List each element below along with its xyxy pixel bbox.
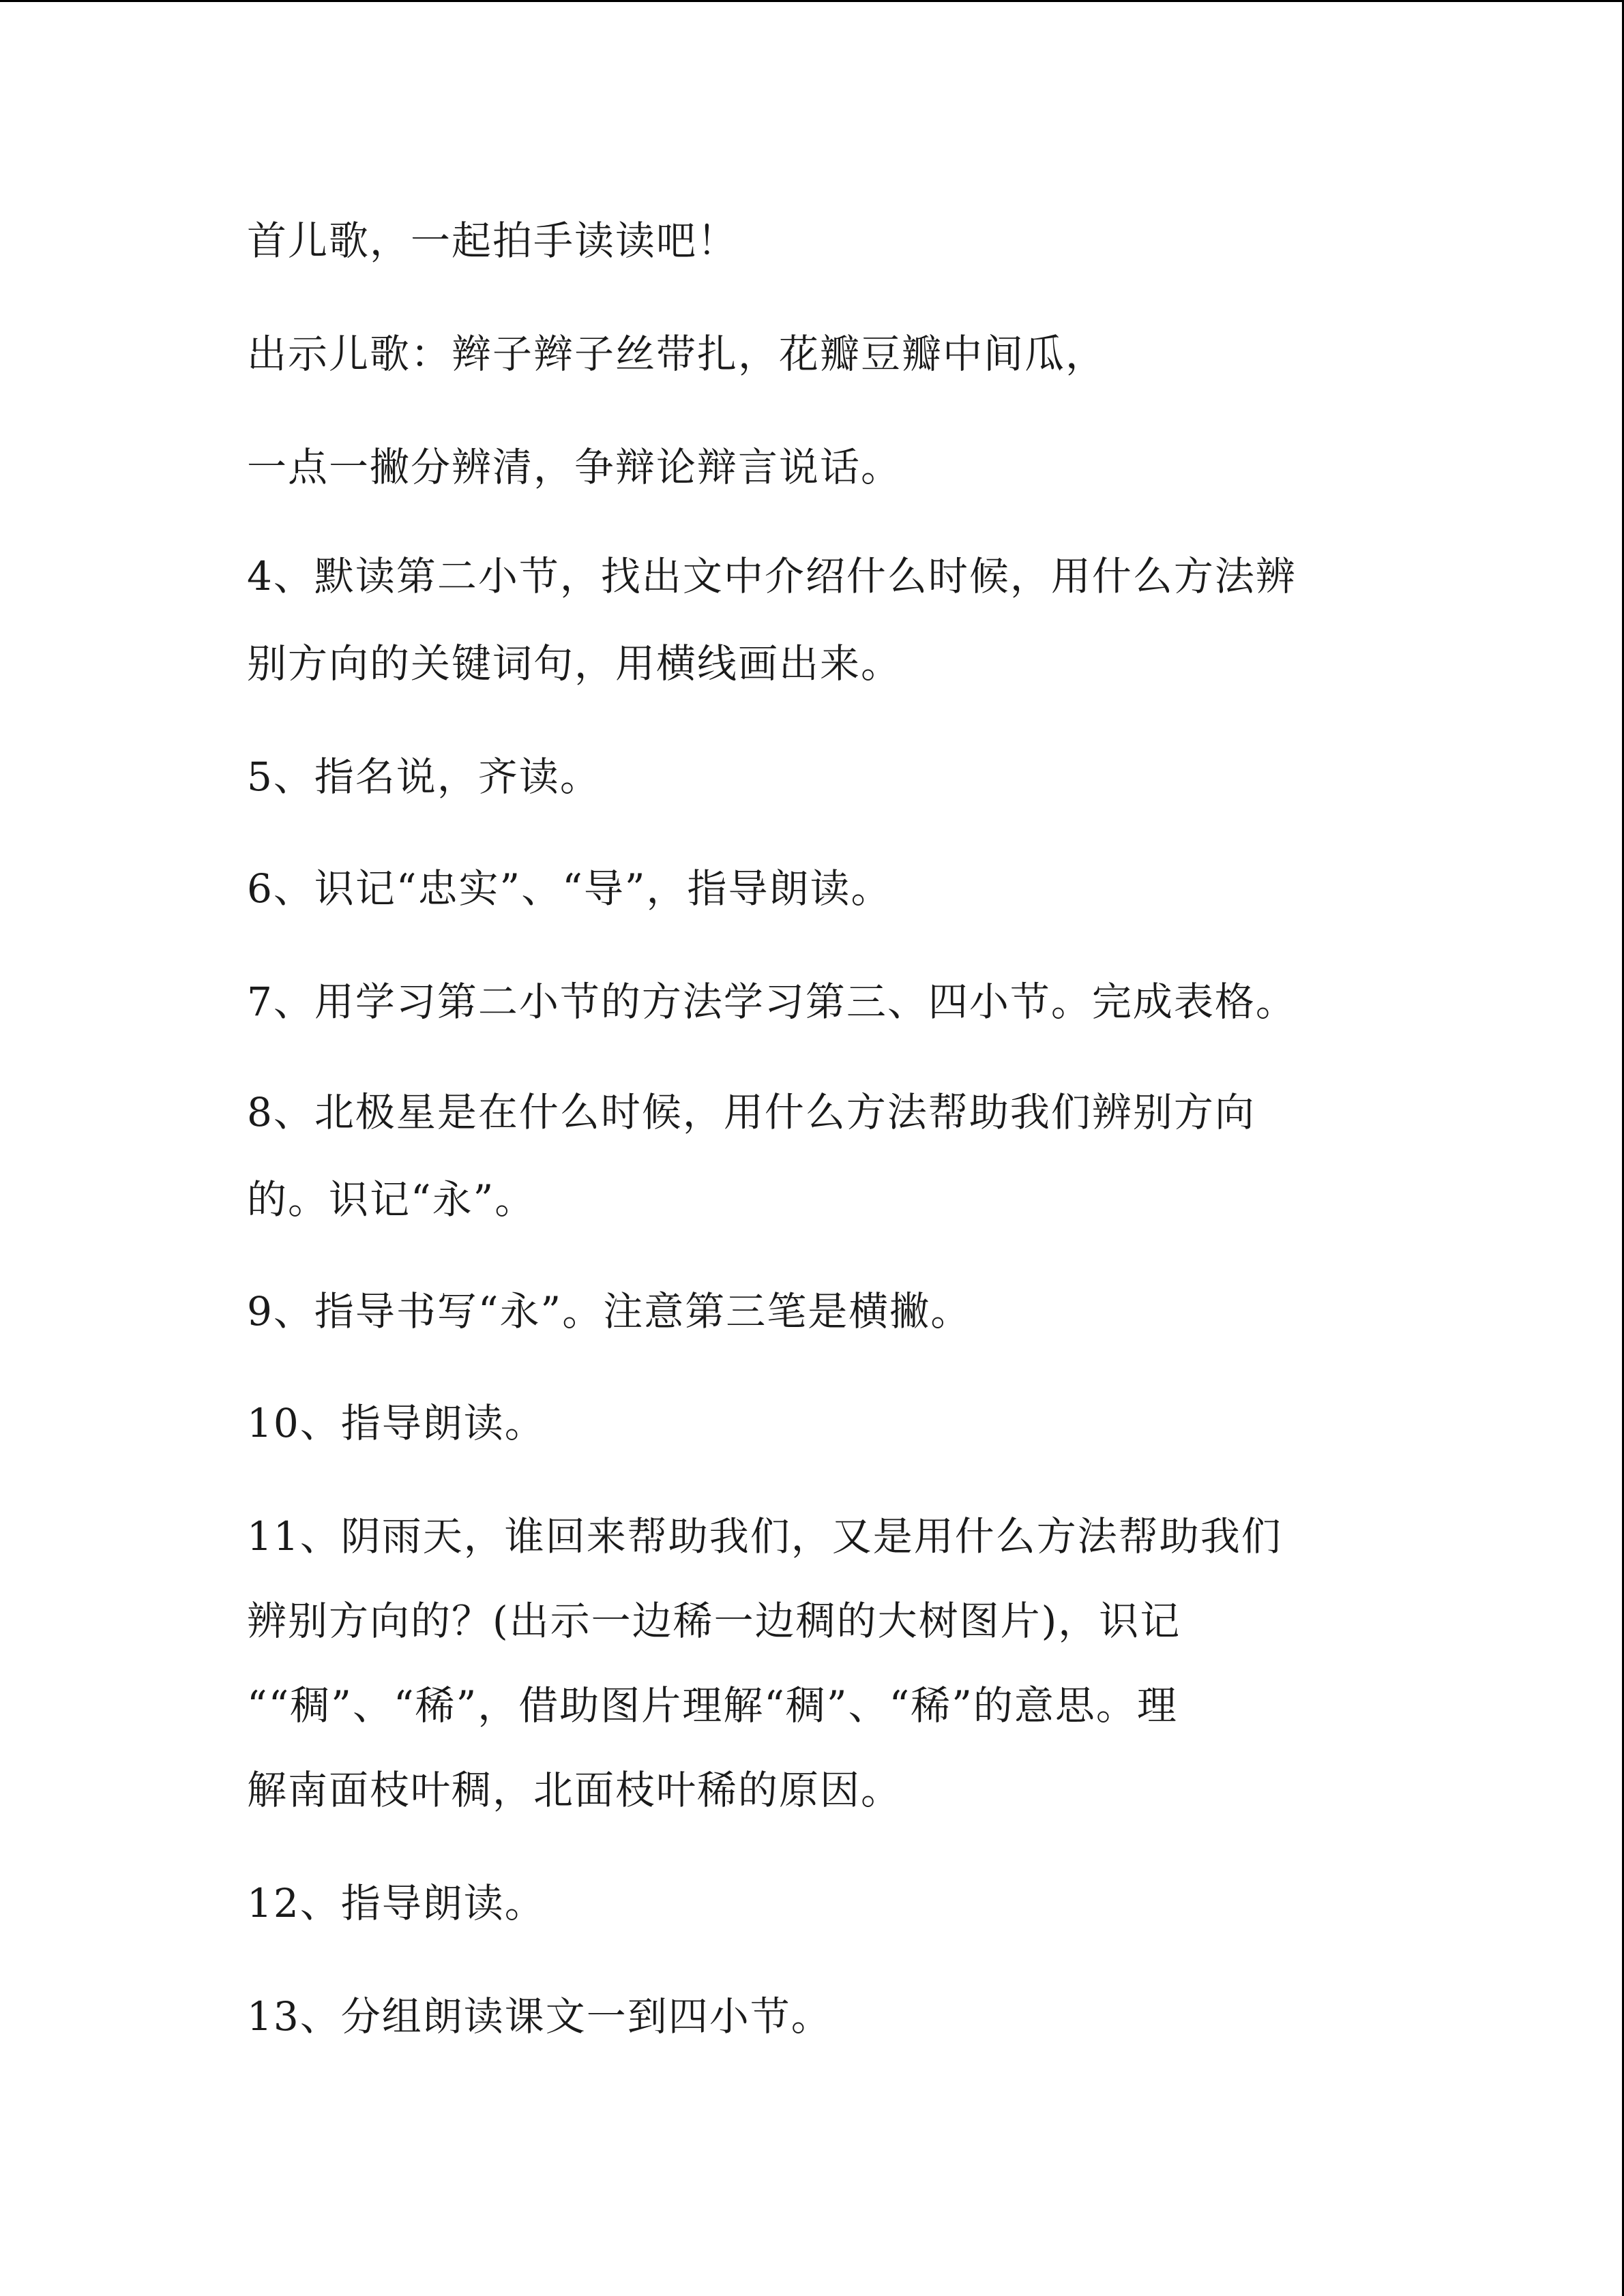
page-top-border — [0, 0, 1624, 2]
text-line-step-11b: 辨别方向的？(出示一边稀一边稠的大树图片)，识记 — [247, 1598, 1181, 1644]
text-line-step-8a: 8、北极星是在什么时候，用什么方法帮助我们辨别方向 — [247, 1089, 1256, 1135]
text-line-chant-2: 一点一撇分辨清，争辩论辩言说话。 — [247, 444, 902, 490]
text-line-step-13: 13、分组朗读课文一到四小节。 — [247, 1993, 832, 2040]
text-line-step-7: 7、用学习第二小节的方法学习第三、四小节。完成表格。 — [247, 979, 1297, 1025]
text-line-step-11d: 解南面枝叶稠，北面枝叶稀的原因。 — [247, 1767, 902, 1813]
text-line-step-12: 12、指导朗读。 — [247, 1880, 546, 1926]
text-line-step-10: 10、指导朗读。 — [247, 1400, 546, 1446]
text-line-step-9: 9、指导书写“永”。注意第三笔是横撇。 — [247, 1288, 972, 1335]
text-line-step-4b: 别方向的关键词句，用横线画出来。 — [247, 640, 902, 687]
text-line-step-11c: ““稠”、“稀”，借助图片理解“稠”、“稀”的意思。理 — [247, 1682, 1178, 1729]
text-line-step-6: 6、识记“忠实”、“导”，指导朗读。 — [247, 865, 892, 912]
text-line-chant-intro: 首儿歌，一起拍手读读吧！ — [247, 218, 739, 264]
text-line-step-5: 5、指名说，齐读。 — [247, 754, 601, 800]
text-line-step-11a: 11、阴雨天，谁回来帮助我们，又是用什么方法帮助我们 — [247, 1513, 1282, 1560]
text-line-step-8b: 的。识记“永”。 — [247, 1176, 536, 1223]
text-line-step-4a: 4、默读第二小节，找出文中介绍什么时候，用什么方法辨 — [247, 553, 1297, 599]
text-line-chant-1: 出示儿歌：辫子辫子丝带扎，花瓣豆瓣中间瓜， — [247, 331, 1107, 377]
